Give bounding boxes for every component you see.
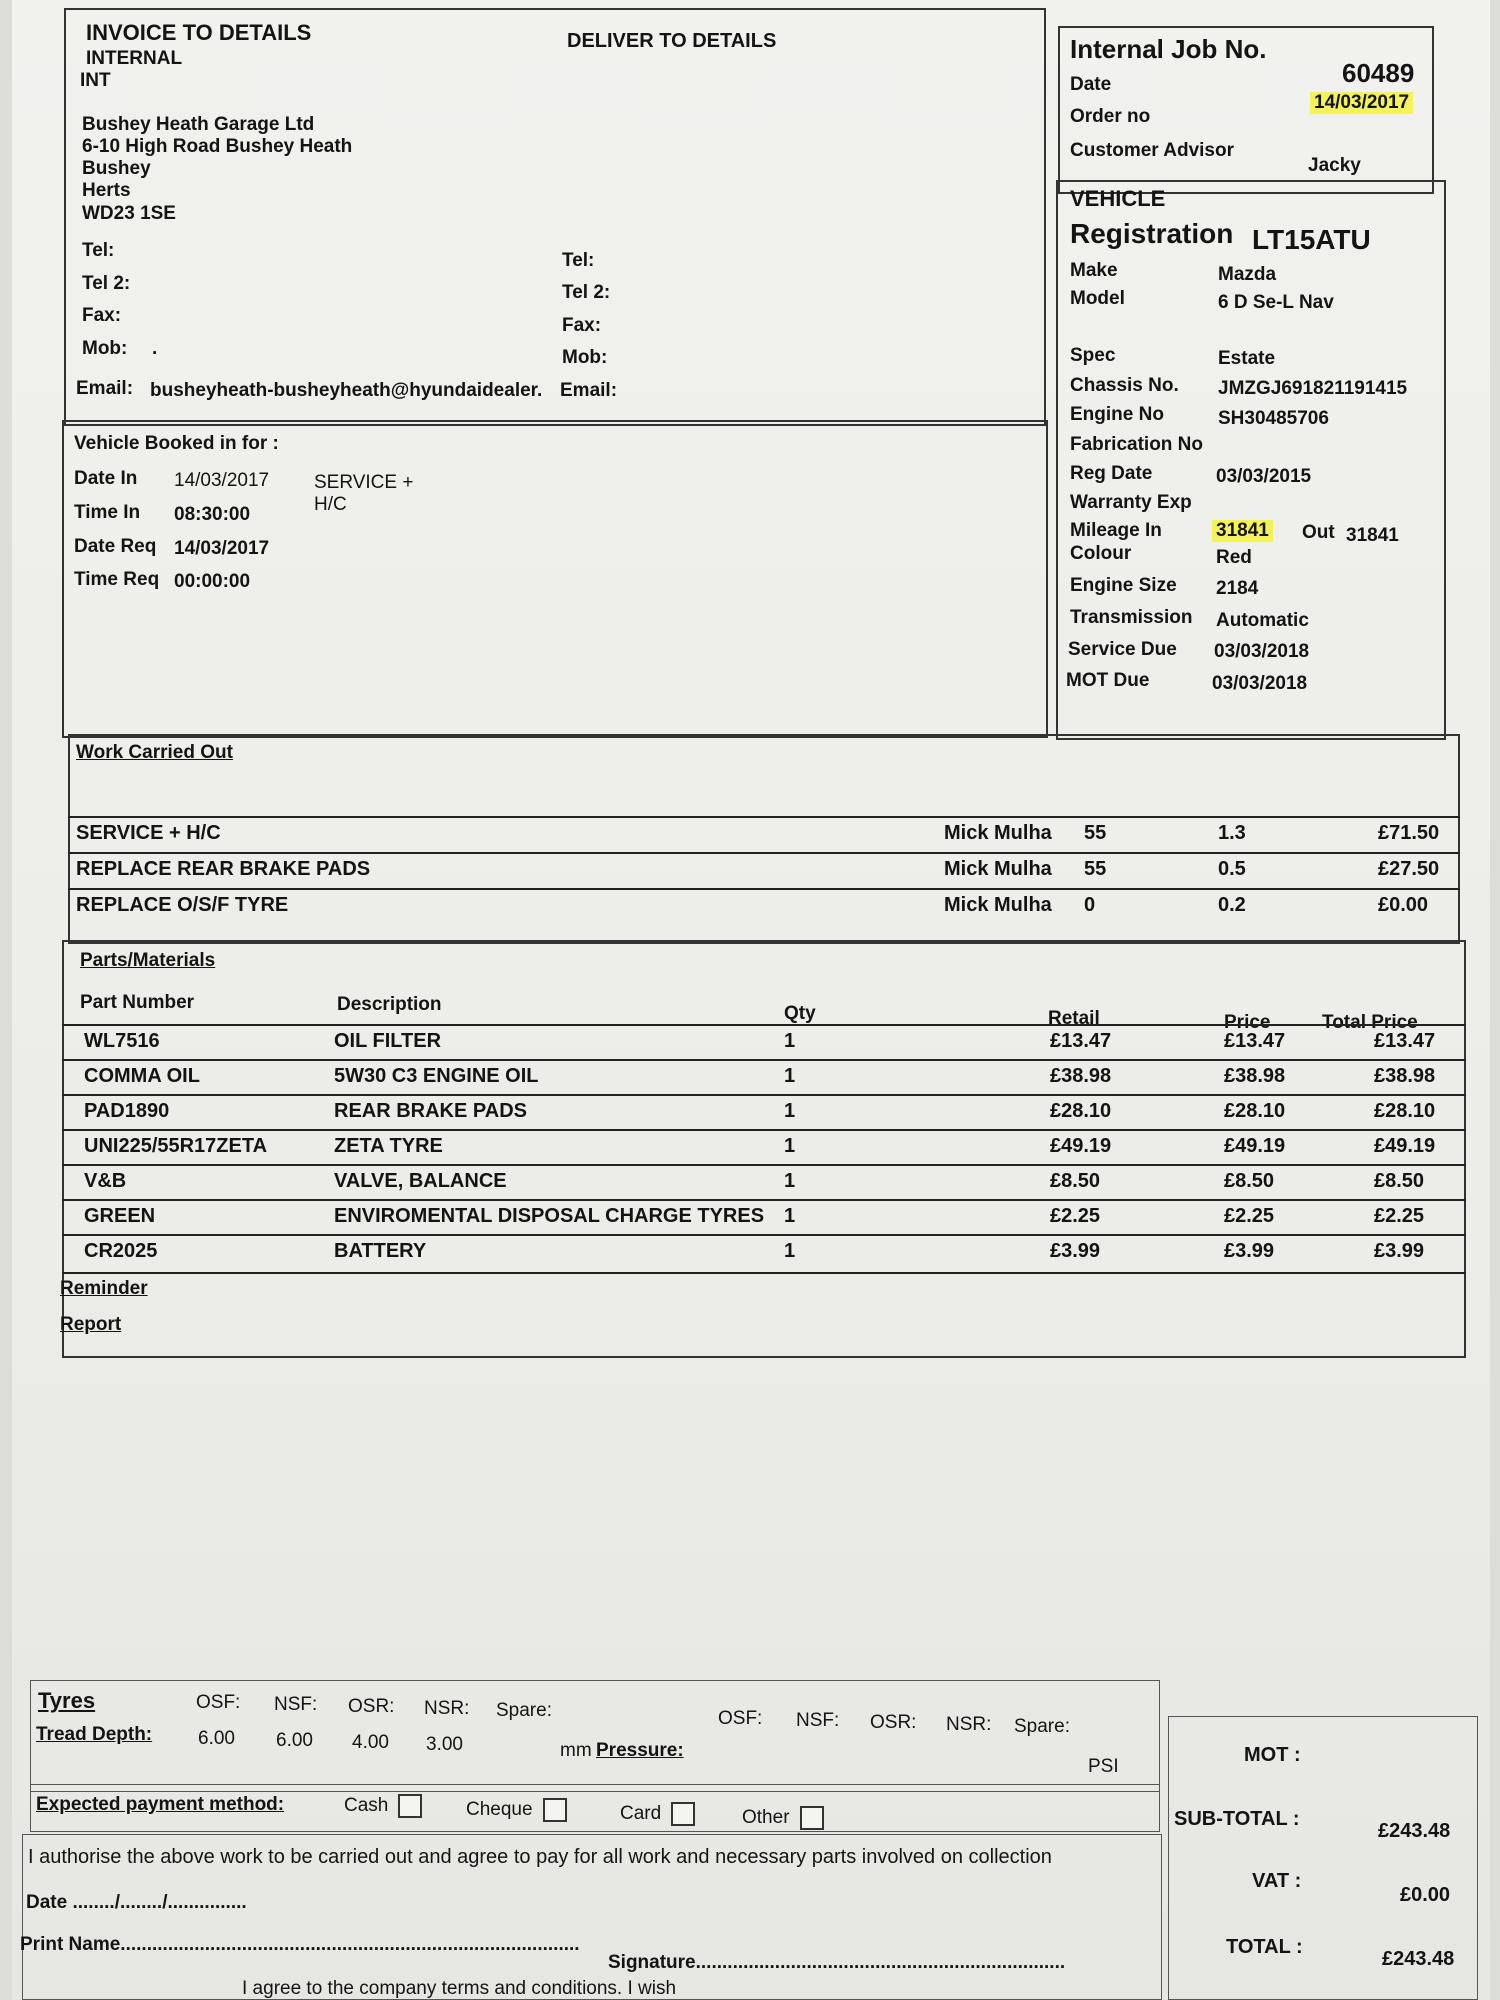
part-description: BATTERY (334, 1240, 427, 1262)
parts-col-part-number: Part Number (80, 992, 195, 1013)
parts-col-price: Price (1224, 1012, 1271, 1033)
vehicle-engine-size-label: Engine Size (1070, 575, 1177, 596)
parts-row (62, 1059, 1466, 1094)
vehicle-service-due-value: 03/03/2018 (1214, 641, 1310, 662)
subtotal-value: £243.48 (1378, 1820, 1451, 1842)
pressure-nsf-label: NSF: (796, 1710, 840, 1731)
vehicle-model-label: Model (1070, 288, 1125, 309)
parts-row (62, 1164, 1466, 1199)
part-retail: £2.25 (1050, 1205, 1101, 1227)
part-description: VALVE, BALANCE (334, 1170, 507, 1192)
tyre-osf-value: 6.00 (198, 1728, 235, 1749)
job-date-label: Date (1070, 74, 1112, 95)
invoice-tel2-label: Tel 2: (82, 273, 131, 294)
authorise-print-name[interactable]: Print Name....................................................................................... (20, 1934, 580, 1955)
part-number: V&B (84, 1170, 127, 1192)
booking-date-in-label: Date In (74, 468, 138, 489)
invoice-fax-label: Fax: (82, 305, 122, 326)
authorise-date-line: Date ......../......../............... (26, 1892, 247, 1913)
work-amount: £27.50 (1378, 858, 1440, 880)
part-total: £3.99 (1374, 1240, 1425, 1262)
tyre-nsf-value: 6.00 (276, 1730, 313, 1751)
tyre-osf-label: OSF: (196, 1692, 241, 1713)
parts-col-description: Description (337, 994, 442, 1015)
deliver-tel2-label: Tel 2: (562, 282, 611, 303)
part-description: ENVIROMENTAL DISPOSAL CHARGE TYRES (334, 1205, 765, 1227)
booking-date-req-value: 14/03/2017 (174, 538, 270, 559)
part-total: £28.10 (1374, 1100, 1436, 1122)
work-row-tyre (68, 888, 1460, 924)
payment-cheque-option[interactable] (466, 1798, 567, 1822)
vehicle-mileage-out-value: 31841 (1346, 525, 1399, 546)
other-checkbox[interactable] (800, 1806, 824, 1830)
vehicle-mileage-in-label: Mileage In (1070, 520, 1162, 541)
psi-label: PSI (1088, 1756, 1119, 1777)
total-value: £243.48 (1382, 1948, 1455, 1970)
booking-service-line2: H/C (314, 494, 347, 515)
vehicle-transmission-label: Transmission (1070, 607, 1193, 628)
tyre-nsr-value: 3.00 (426, 1734, 463, 1755)
part-price: £3.99 (1224, 1240, 1275, 1262)
payment-other-label: Other (742, 1807, 790, 1829)
pressure-osr-label: OSR: (870, 1712, 917, 1733)
parts-col-total: Total Price (1322, 1012, 1418, 1033)
part-qty: 1 (784, 1100, 796, 1122)
part-price: £49.19 (1224, 1135, 1286, 1157)
job-number: 60489 (1342, 58, 1415, 88)
payment-card-label: Card (620, 1803, 662, 1825)
payment-card-option[interactable] (620, 1802, 695, 1826)
booking-date-req-label: Date Req (74, 536, 157, 557)
vehicle-heading: VEHICLE (1070, 186, 1166, 211)
vehicle-mot-due-label: MOT Due (1066, 670, 1150, 691)
part-retail: £28.10 (1050, 1100, 1112, 1122)
vehicle-service-due-label: Service Due (1068, 639, 1177, 660)
part-price: £8.50 (1224, 1170, 1275, 1192)
work-amount: £0.00 (1378, 894, 1429, 916)
vehicle-make-label: Make (1070, 260, 1118, 281)
tyre-mm-label: mm (560, 1740, 592, 1761)
payment-cheque-label: Cheque (466, 1799, 533, 1821)
vehicle-spec-label: Spec (1070, 345, 1116, 366)
part-number: COMMA OIL (84, 1065, 200, 1087)
booking-time-in-label: Time In (74, 502, 141, 523)
pressure-label: Pressure: (596, 1740, 684, 1761)
booking-time-req-label: Time Req (74, 569, 160, 590)
part-number: PAD1890 (84, 1100, 170, 1122)
part-price: £38.98 (1224, 1065, 1286, 1087)
pressure-spare-label: Spare: (1014, 1716, 1070, 1737)
vehicle-fabrication-label: Fabrication No (1070, 434, 1204, 455)
mot-label: MOT : (1244, 1744, 1301, 1766)
invoice-address1: 6-10 High Road Bushey Heath (82, 136, 353, 157)
job-card-sheet (12, 0, 1490, 2000)
part-retail: £13.47 (1050, 1030, 1112, 1052)
part-number: GREEN (84, 1205, 156, 1227)
parts-row (62, 1024, 1466, 1059)
work-tech: Mick Mulha (944, 894, 1052, 916)
tyres-heading: Tyres (38, 1688, 96, 1713)
tread-depth-label: Tread Depth: (36, 1724, 153, 1745)
tyre-nsf-label: NSF: (274, 1694, 318, 1715)
part-qty: 1 (784, 1065, 796, 1087)
cheque-checkbox[interactable] (543, 1798, 567, 1822)
vehicle-make-value: Mazda (1218, 264, 1277, 285)
deliver-to-heading: DELIVER TO DETAILS (567, 30, 777, 52)
authorise-signature[interactable]: Signature...................................................................... (608, 1952, 1066, 1973)
deliver-email-label: Email: (560, 380, 618, 401)
work-desc: REPLACE O/S/F TYRE (76, 894, 289, 916)
work-desc: SERVICE + H/C (76, 822, 221, 844)
part-total: £49.19 (1374, 1135, 1436, 1157)
part-price: £2.25 (1224, 1205, 1275, 1227)
deliver-mob-label: Mob: (562, 347, 608, 368)
vat-value: £0.00 (1400, 1884, 1451, 1906)
part-qty: 1 (784, 1135, 796, 1157)
part-qty: 1 (784, 1240, 796, 1262)
work-row-service (68, 816, 1460, 852)
parts-row (62, 1094, 1466, 1129)
cash-checkbox[interactable] (398, 1794, 422, 1818)
total-label: TOTAL : (1226, 1936, 1303, 1958)
reminder-label: Reminder (60, 1278, 148, 1299)
tyre-osr-value: 4.00 (352, 1732, 389, 1753)
work-tech: Mick Mulha (944, 822, 1052, 844)
payment-other-option[interactable] (742, 1806, 824, 1830)
part-retail: £3.99 (1050, 1240, 1101, 1262)
invoice-mob-label: Mob: (82, 338, 128, 359)
invoice-address2: Bushey (82, 158, 151, 179)
vehicle-engine-no-value: SH30485706 (1218, 408, 1329, 429)
part-total: £2.25 (1374, 1205, 1425, 1227)
vehicle-engine-size-value: 2184 (1216, 578, 1259, 599)
vat-label: VAT : (1252, 1870, 1302, 1892)
parts-row (62, 1199, 1466, 1234)
work-tech: Mick Mulha (944, 858, 1052, 880)
invoice-postcode: WD23 1SE (82, 203, 176, 224)
tyre-spare-label: Spare: (496, 1700, 552, 1721)
vehicle-model-value: 6 D Se-L Nav (1218, 292, 1334, 313)
vehicle-colour-label: Colour (1070, 543, 1132, 564)
invoice-tel-label: Tel: (82, 240, 115, 261)
job-advisor-label: Customer Advisor (1070, 140, 1234, 161)
part-number: UNI225/55R17ZETA (84, 1135, 268, 1157)
vehicle-colour-value: Red (1216, 547, 1252, 568)
pressure-nsr-label: NSR: (946, 1714, 992, 1735)
work-row-brake (68, 852, 1460, 888)
vehicle-engine-no-label: Engine No (1070, 404, 1164, 425)
part-description: REAR BRAKE PADS (334, 1100, 527, 1122)
booking-service-line1: SERVICE + (314, 472, 414, 493)
invoice-line2: INT (80, 70, 111, 91)
booking-date-in-value: 14/03/2017 (174, 470, 270, 491)
part-price: £28.10 (1224, 1100, 1286, 1122)
part-total: £38.98 (1374, 1065, 1436, 1087)
part-number: CR2025 (84, 1240, 158, 1262)
work-rate: 55 (1084, 858, 1107, 880)
invoice-to-heading: INVOICE TO DETAILS (86, 20, 312, 45)
part-qty: 1 (784, 1205, 796, 1227)
invoice-email-label: Email: (76, 378, 134, 399)
subtotal-label: SUB-TOTAL : (1174, 1808, 1300, 1830)
payment-heading: Expected payment method: (36, 1794, 285, 1815)
invoice-address3: Herts (82, 180, 131, 201)
report-label: Report (60, 1314, 122, 1335)
pressure-osf-label: OSF: (718, 1708, 763, 1729)
payment-cash-option[interactable] (344, 1794, 422, 1818)
work-hours: 0.5 (1218, 858, 1246, 880)
parts-bottom-rule (62, 1272, 1466, 1274)
booking-time-req-value: 00:00:00 (174, 571, 251, 592)
part-retail: £8.50 (1050, 1170, 1101, 1192)
work-rate: 55 (1084, 822, 1107, 844)
part-description: ZETA TYRE (334, 1135, 443, 1157)
part-qty: 1 (784, 1170, 796, 1192)
vehicle-chassis-label: Chassis No. (1070, 375, 1179, 396)
job-title: Internal Job No. (1070, 34, 1267, 64)
deliver-fax-label: Fax: (562, 315, 602, 336)
invoice-mob-value: . (152, 338, 158, 359)
vehicle-reg-value: LT15ATU (1252, 224, 1371, 255)
part-total: £13.47 (1374, 1030, 1436, 1052)
vehicle-mot-due-value: 03/03/2018 (1212, 673, 1308, 694)
part-description: 5W30 C3 ENGINE OIL (334, 1065, 539, 1087)
part-retail: £38.98 (1050, 1065, 1112, 1087)
vehicle-mileage-out-label: Out (1302, 522, 1335, 543)
part-qty: 1 (784, 1030, 796, 1052)
vehicle-spec-value: Estate (1218, 348, 1276, 369)
part-number: WL7516 (84, 1030, 160, 1052)
address-box (64, 8, 1046, 426)
invoice-email-value: busheyheath-busheyheath@hyundaidealer. (150, 380, 543, 401)
tyre-nsr-label: NSR: (424, 1698, 470, 1719)
part-retail: £49.19 (1050, 1135, 1112, 1157)
vehicle-transmission-value: Automatic (1216, 610, 1309, 631)
parts-row (62, 1234, 1466, 1269)
invoice-line1: INTERNAL (86, 48, 183, 69)
vehicle-reg-date-label: Reg Date (1070, 463, 1153, 484)
parts-col-qty: Qty (784, 1003, 816, 1024)
work-hours: 0.2 (1218, 894, 1246, 916)
work-hours: 1.3 (1218, 822, 1246, 844)
job-date-value: 14/03/2017 (1310, 92, 1413, 114)
parts-heading: Parts/Materials (80, 950, 216, 971)
work-desc: REPLACE REAR BRAKE PADS (76, 858, 371, 880)
job-advisor-value: Jacky (1308, 155, 1361, 176)
job-order-label: Order no (1070, 106, 1151, 127)
vehicle-chassis-value: JMZGJ691821191415 (1218, 378, 1408, 399)
parts-row (62, 1129, 1466, 1164)
deliver-tel-label: Tel: (562, 250, 595, 271)
parts-col-retail: Retail (1048, 1008, 1100, 1029)
vehicle-warranty-label: Warranty Exp (1070, 492, 1192, 513)
work-amount: £71.50 (1378, 822, 1440, 844)
authorise-text: I authorise the above work to be carried out and agree to pay for all work and necessary parts involved on collection (28, 1846, 1052, 1868)
booking-heading: Vehicle Booked in for : (74, 433, 279, 454)
terms-footer: I agree to the company terms and conditions. I wish (242, 1978, 677, 1999)
vehicle-mileage-in-value: 31841 (1212, 520, 1273, 542)
card-checkbox[interactable] (671, 1802, 695, 1826)
part-description: OIL FILTER (334, 1030, 442, 1052)
payment-cash-label: Cash (344, 1795, 389, 1817)
part-price: £13.47 (1224, 1030, 1286, 1052)
work-rate: 0 (1084, 894, 1096, 916)
work-heading: Work Carried Out (76, 742, 233, 763)
booking-time-in-value: 08:30:00 (174, 504, 251, 525)
vehicle-reg-label: Registration (1070, 218, 1234, 249)
invoice-company: Bushey Heath Garage Ltd (82, 114, 315, 135)
tyre-osr-label: OSR: (348, 1696, 395, 1717)
vehicle-reg-date-value: 03/03/2015 (1216, 466, 1312, 487)
part-total: £8.50 (1374, 1170, 1425, 1192)
